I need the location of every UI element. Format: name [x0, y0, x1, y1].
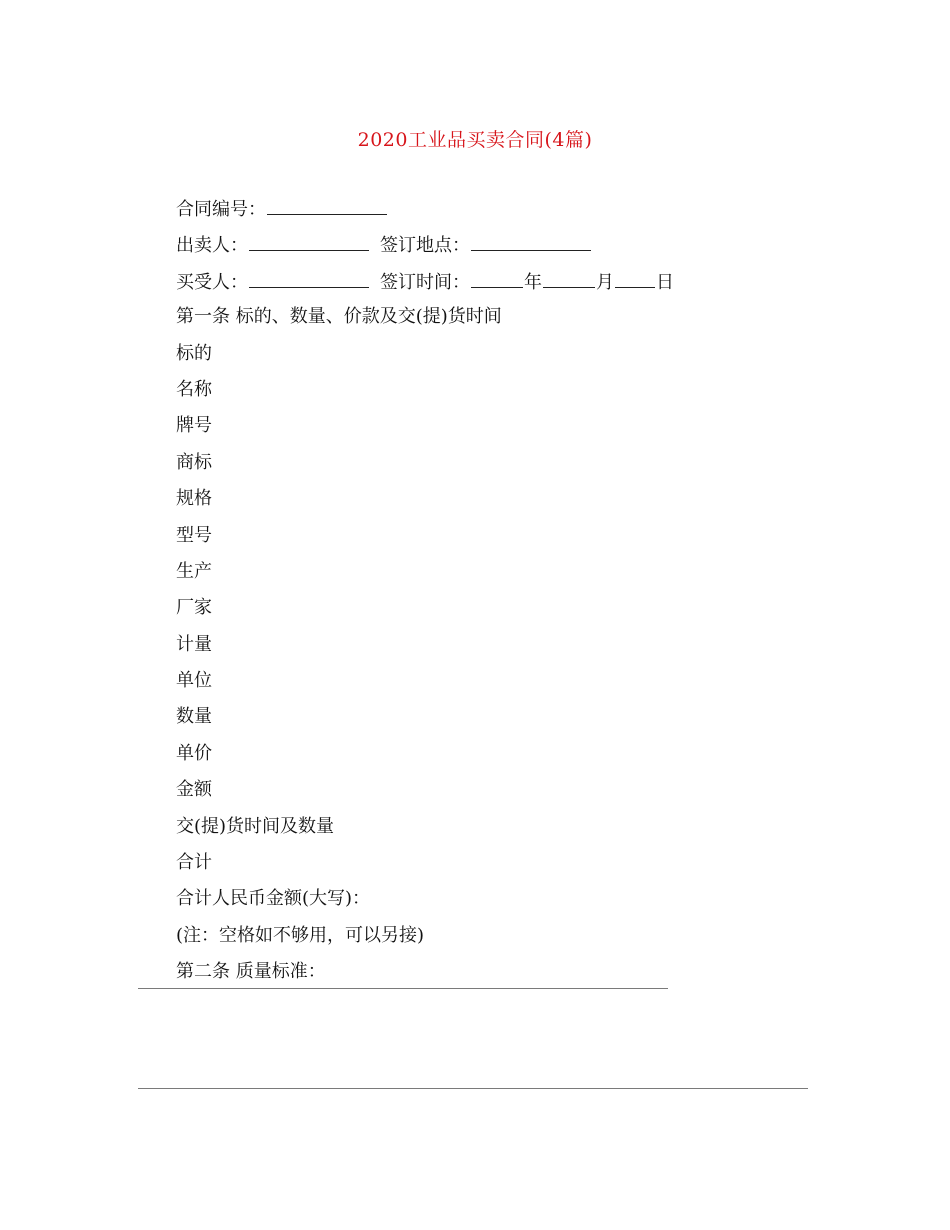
list-item: 单位 [176, 670, 212, 692]
list-item: 单价 [176, 742, 212, 764]
day-blank[interactable] [615, 269, 655, 288]
article-2-heading: 第二条 质量标准： [176, 961, 326, 983]
list-item: 合计 [176, 852, 212, 874]
list-item: 数量 [176, 706, 212, 728]
buyer-blank[interactable] [249, 269, 369, 288]
sign-place-blank[interactable] [471, 232, 591, 251]
list-item: 厂家 [176, 597, 212, 619]
list-item: 生产 [176, 560, 212, 582]
document-title: 2020工业品买卖合同(4篇) [357, 129, 593, 151]
month-blank[interactable] [543, 269, 595, 288]
quality-standard-blank-line-1[interactable] [138, 988, 668, 989]
list-item: 规格 [176, 488, 212, 510]
year-blank[interactable] [471, 269, 523, 288]
seller-label: 出卖人： [176, 235, 248, 257]
list-item: 金额 [176, 779, 212, 801]
list-item: 名称 [176, 378, 212, 400]
quality-standard-blank-line-2[interactable] [138, 1088, 808, 1089]
list-item: 合计人民币金额(大写)： [176, 888, 371, 910]
list-item: (注：空格如不够用，可以另接) [176, 924, 425, 946]
article-1-heading: 第一条 标的、数量、价款及交(提)货时间 [176, 306, 502, 328]
contract-number-label: 合同编号： [176, 199, 266, 220]
list-item: 商标 [176, 451, 212, 473]
buyer-line [176, 269, 816, 305]
list-item: 型号 [176, 524, 212, 546]
list-item: 标的 [176, 342, 212, 364]
day-label: 日 [656, 271, 674, 293]
contract-number-blank[interactable] [267, 196, 387, 215]
list-item: 交(提)货时间及数量 [176, 815, 335, 837]
month-label: 月 [596, 271, 614, 293]
sign-place-label: 签订地点： [380, 235, 470, 257]
contract-number-line [176, 196, 816, 232]
document-body [176, 196, 816, 997]
year-label: 年 [524, 271, 542, 293]
seller-line [176, 232, 816, 268]
seller-blank[interactable] [249, 232, 369, 251]
list-item: 牌号 [176, 415, 212, 437]
buyer-label: 买受人： [176, 271, 248, 293]
list-item: 计量 [176, 633, 212, 655]
sign-time-label: 签订时间： [380, 271, 470, 293]
